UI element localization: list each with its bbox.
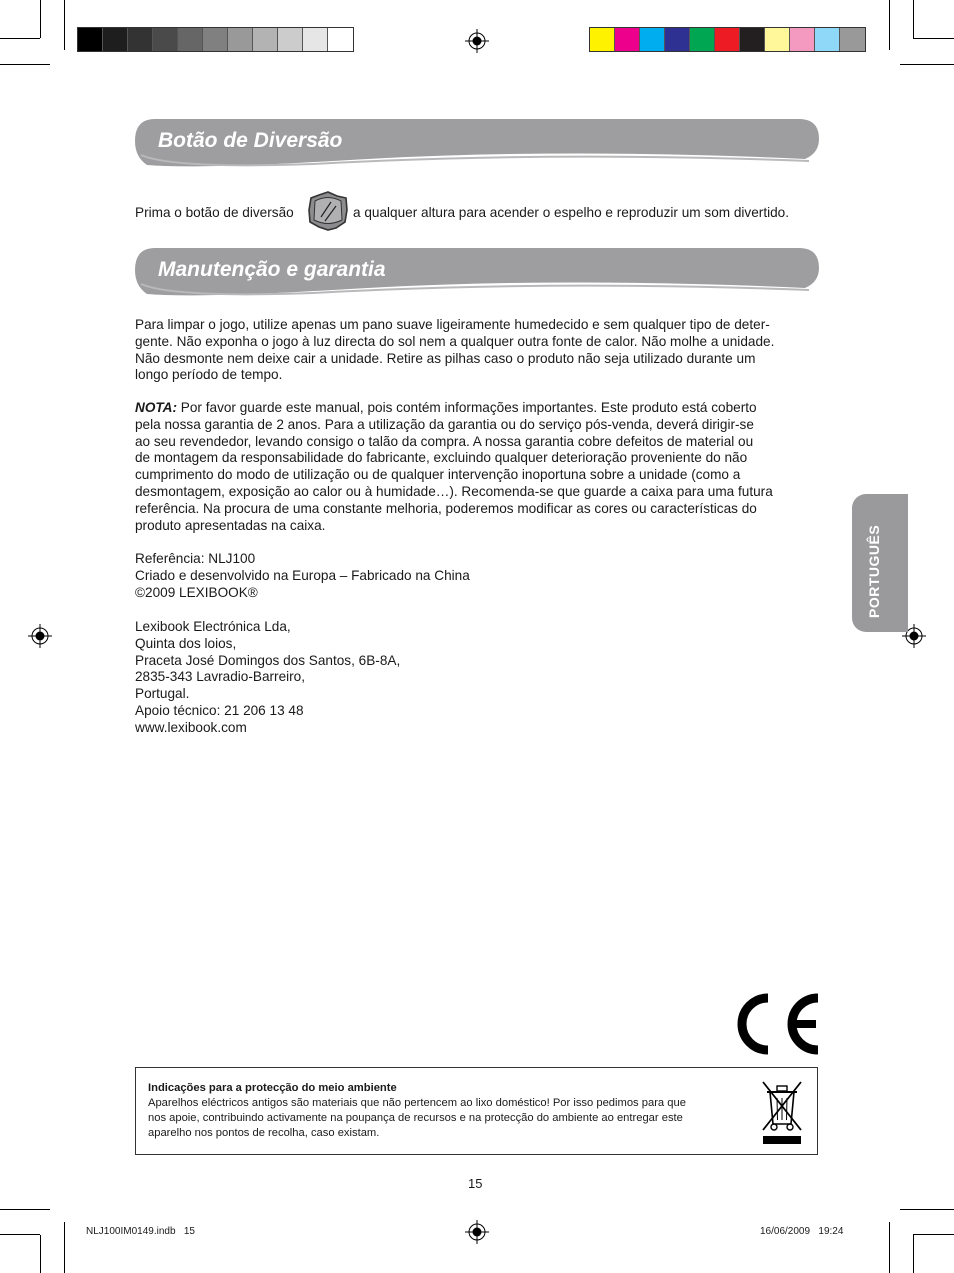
color-swatch [765, 28, 790, 51]
language-label: PORTUGUÊS [866, 524, 882, 618]
color-swatch [840, 28, 865, 51]
text-line: Referência: NLJ100 [135, 551, 256, 566]
text-line: desmontagem, exposição ao calor ou à humidade…). Recomenda-se que guarde a caixa para uma futura [135, 483, 773, 499]
environment-notice-title: Indicações para a protecção do meio ambiente [148, 1082, 397, 1094]
note-label: NOTA: [135, 400, 178, 415]
fun-button-icon [306, 190, 350, 232]
cmyk-color-bar [589, 27, 866, 52]
color-swatch [740, 28, 765, 51]
text-line: Não desmonte nem deixe cair a unidade. Retire as pilhas caso o produto não seja utilizado durante um [135, 350, 756, 366]
color-swatch [665, 28, 690, 51]
text-line: produto apresentadas na caixa. [135, 517, 326, 533]
text-line: Aparelhos eléctricos antigos são materiais que não pertencem ao lixo doméstico! Por isso pedimos para que [148, 1097, 686, 1109]
registration-mark-icon [465, 29, 489, 53]
color-swatch [253, 28, 278, 51]
text-line: Praceta José Domingos dos Santos, 6B-8A, [135, 652, 401, 668]
text-line: nos apoie, contribuindo activamente na poupança de recursos e na protecção do ambiente ao entregar este [148, 1112, 683, 1124]
ce-mark-icon [728, 992, 820, 1056]
text-line: longo período de tempo. [135, 367, 283, 383]
text-line: ©2009 LEXIBOOK® [135, 584, 258, 600]
color-swatch [815, 28, 840, 51]
color-swatch [640, 28, 665, 51]
text-line: Apoio técnico: 21 206 13 48 [135, 702, 304, 718]
footer-date-time: 16/06/2009 19:24 [760, 1226, 844, 1237]
text-line: 2835-343 Lavradio-Barreiro, [135, 669, 306, 685]
weee-crossed-bin-icon [760, 1080, 804, 1146]
page-number: 15 [468, 1176, 483, 1191]
fun-button-instruction [135, 205, 294, 220]
color-swatch [715, 28, 740, 51]
color-swatch [228, 28, 253, 51]
instruction-text-after: a qualquer altura para acender o espelho e reproduzir um som divertido. [353, 205, 790, 220]
text-line: de montagem da responsabilidade do fabricante, excluindo qualquer deterioração proveniente do não [135, 450, 748, 466]
color-swatch [278, 28, 303, 51]
fun-button-instruction-continued [353, 205, 789, 220]
color-swatch [615, 28, 640, 51]
text-line [135, 400, 815, 417]
grayscale-color-bar [77, 27, 354, 52]
color-swatch [203, 28, 228, 51]
color-swatch [790, 28, 815, 51]
text-line: Criado e desenvolvido na Europa – Fabricado na China [135, 567, 470, 583]
text-line: gente. Não exponha o jogo à luz directa do sol nem a qualquer outra fonte de calor. Não molhe a unidade. [135, 333, 775, 349]
color-swatch [590, 28, 615, 51]
text-line: Quinta dos loios, [135, 635, 237, 651]
warranty-note-paragraph [135, 400, 815, 534]
color-swatch [178, 28, 203, 51]
section-title-fun-button: Botão de Diversão [158, 129, 343, 152]
address-block [135, 619, 815, 737]
color-swatch [303, 28, 328, 51]
section-title-maintenance: Manutenção e garantia [158, 258, 386, 281]
reference-block [135, 551, 815, 601]
text-line: Portugal. [135, 686, 190, 702]
color-swatch [78, 28, 103, 51]
color-swatch [103, 28, 128, 51]
text-line: Lexibook Electrónica Lda, [135, 619, 291, 634]
color-swatch [328, 28, 353, 51]
text-line: referência. Na procura de uma constante melhoria, poderemos modificar as cores ou características do [135, 500, 757, 516]
text-line: aparelho nos pontos de recolha, caso existam. [148, 1127, 380, 1139]
color-swatch [128, 28, 153, 51]
text-line: ao seu revendedor, levando consigo o talão da compra. A nossa garantia cobre defeitos de material ou [135, 433, 754, 449]
environment-notice-text [148, 1081, 758, 1141]
text-line: pela nossa garantia de 2 anos. Para a utilização da garantia ou do serviço pós-venda, deverá dirigir-se [135, 416, 754, 432]
registration-mark-icon [465, 1220, 489, 1244]
color-swatch [690, 28, 715, 51]
website-link[interactable]: www.lexibook.com [135, 719, 247, 735]
color-swatch [153, 28, 178, 51]
text-line: cumprimento do modo de utilização ou de qualquer intervenção inoportuna sobre a unidade (como a [135, 467, 741, 483]
registration-mark-icon [28, 624, 52, 648]
maintenance-paragraph [135, 317, 815, 384]
footer-file-info: NLJ100IM0149.indb 15 [86, 1226, 195, 1237]
language-side-tab [852, 494, 908, 632]
environment-notice-box [135, 1067, 818, 1155]
note-first-line: Por favor guarde este manual, pois contém informações importantes. Este produto está coberto [177, 400, 757, 415]
instruction-text-before: Prima o botão de diversão [135, 205, 294, 220]
text-line: Para limpar o jogo, utilize apenas um pano suave ligeiramente humedecido e sem qualquer tipo de deter- [135, 317, 770, 332]
